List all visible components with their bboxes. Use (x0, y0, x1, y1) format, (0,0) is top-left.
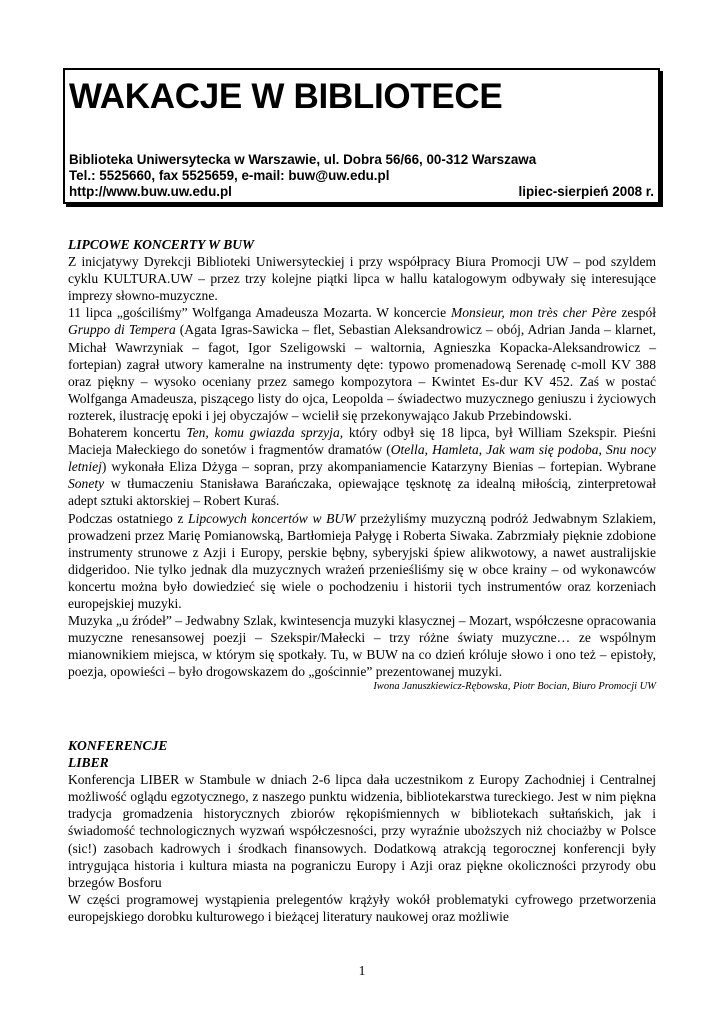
newsletter-title: WAKACJE W BIBLIOTECE (69, 77, 503, 116)
section-subheading: LIBER (68, 755, 109, 771)
section-heading: KONFERENCJE (68, 738, 168, 753)
page-number: 1 (358, 963, 366, 978)
paragraph-summary: Muzyka „u źródeł” – Jedwabny Szlak, kwintesencja muzyki klasycznej – Mozart, współczesne opracowania muzyczne renesansowej poezji – Szekspir/Małecki – trzy różne światy muzyczne… ze wspólnym mianownikiem miejsca, w którym się spotkały. Tu, w BUW na co dzień króluje słowo i ono też – epistoły, poezja, opowieści – było drogowskazem do „gościnnie” prezentowanej muzyki. (68, 613, 656, 680)
paragraph-liber: Konferencja LIBER w Stambule w dniach 2-6 lipca dała uczestnikom z Europy Zachodniej i Centralnej możliwość oglądu egzotycznego, z naszego punktu widzenia, bibliotekarstwa tureckiego. Jest w nim piękna tradycja gromadzenia historycznych zbiorów rękopiśmiennych w bibliotekach sułtańskich, jak i świadomość technologicznych wyzwań współczesności, przy wyraźnie uboższych niż chociażby w Polsce (sic!) zasobach kadrowych i środkach finansowych. Dodatkową atrakcją tegorocznej konferencji były intrygująca historia i kultura miasta na pograniczu Europy i Azji oraz piękne okoliczności przyrody obu brzegów Bosforu (68, 772, 656, 890)
article-conferences (68, 737, 656, 925)
article-signature: Iwona Januszkiewicz-Rębowska, Piotr Bocian, Biuro Promocji UW (373, 681, 656, 693)
paragraph-program: W części programowej wystąpienia prelegentów krążyły wokół problematyki cyfrowego przetworzenia europejskiego dorobku kulturowego i bieżącej literatury naukowej oraz możliwie (68, 891, 656, 924)
masthead-bottom-line (69, 184, 654, 200)
paragraph-silk-road: Podczas ostatniego z Lipcowych koncertów w BUW przeżyliśmy muzyczną podróż Jedwabnym Szlakiem, prowadzeni przez Marię Pomianowską, Bartłomieja Pałygę i Roberta Siwaka. Zabrzmiały pięknie zdobione instrumenty strunowe z Azji i Europy, perskie bębny, syberyjski śpiew alikwotowy, a nawet australijskie didgeridoo. Nie tylko jednak dla muzycznych wrażeń przenieśliśmy się w obce krainy – od wykonawców koncertu można było dowiedzieć się wiele o pochodzeniu i historii tych instrumentów oraz korzeniach europejskiej muzyki. (68, 510, 656, 611)
library-address: Biblioteka Uniwersytecka w Warszawie, ul. Dobra 56/66, 00-312 Warszawa (69, 152, 537, 167)
paragraph-intro: Z inicjatywy Dyrekcji Biblioteki Uniwersyteckiej i przy współpracy Biura Promocji UW – pod szyldem cyklu KULTURA.UW – przez trzy kolejne piątki lipca w hallu katalogowym odbywały się interesujące imprezy słowno-muzyczne. (68, 254, 656, 304)
masthead-box (63, 68, 660, 204)
issue-date: lipiec-sierpień 2008 r. (518, 184, 654, 199)
article-heading: LIPCOWE KONCERTY W BUW (68, 237, 255, 252)
paragraph-shakespeare: Bohaterem koncertu Ten, komu gwiazda sprzyja, który odbył się 18 lipca, był William Szekspir. Pieśni Macieja Małeckiego do sonetów i fragmentów dramatów (Otella, Hamleta, Jak wam się podoba, Snu nocy letniej) wykonała Eliza Dżyga – sopran, przy akompaniamencie Katarzyny Bienias – fortepian. Wybrane Sonety w tłumaczeniu Stanisława Barańczaka, opiewające tęsknotę za idealną miłością, zinterpretował adept sztuki aktorskiej – Robert Kuraś. (68, 425, 656, 509)
paragraph-mozart: 11 lipca „gościliśmy” Wolfganga Amadeusza Mozarta. W koncercie Monsieur, mon très cher Père zespół Gruppo di Tempera (Agata Igras-Sawicka – flet, Sebastian Aleksandrowicz – obój, Adrian Janda – klarnet, Michał Wawrzyniak – fagot, Igor Szeligowski – waltornia, Agnieszka Kopacka-Aleksandrowicz – fortepian) zagrał utwory kameralne na instrumenty dęte: typowo promenadową Serenadę c-moll KV 388 oraz piękny – wysoko oceniany przez samego kompozytora – Kwintet Es-dur KV 452. Zaś w postać Wolfganga Amadeusza, piszącego listy do ojca, Leopolda – świadectwo muzycznego geniuszu i życiowych rozterek, ilustrację epoki i jej obyczajów – wcielił się przekonywająco Jakub Przebindowski. (68, 305, 656, 423)
library-url: http://www.buw.uw.edu.pl (69, 184, 232, 199)
library-contact: Tel.: 5525660, fax 5525659, e-mail: buw@uw.edu.pl (69, 168, 390, 183)
article-concerts (68, 236, 656, 694)
